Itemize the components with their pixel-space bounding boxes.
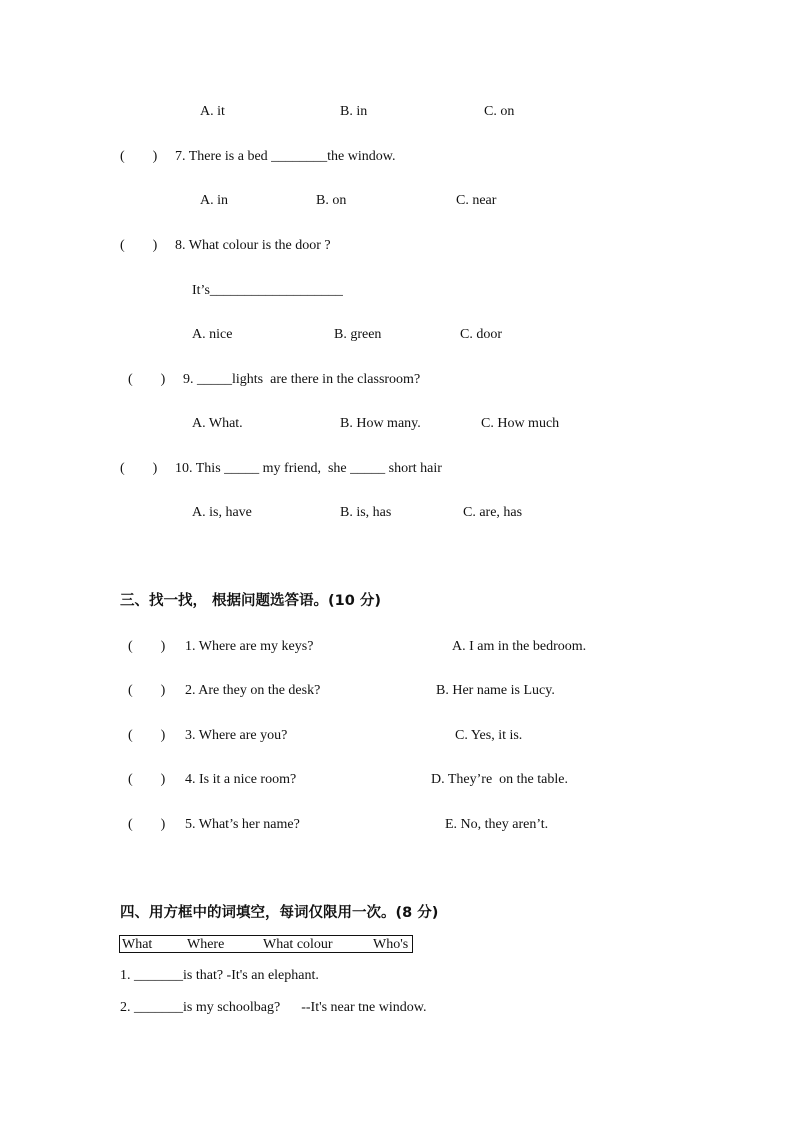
q8-option-a: A. nice (192, 327, 233, 342)
q10-option-a: A. is, have (192, 505, 252, 520)
fill-item-2: 2. _______is my schoolbag? --It's near tne window. (120, 1000, 427, 1015)
q10-stem: 10. This _____ my friend, she _____ short hair (175, 461, 442, 476)
q8-stem: 8. What colour is the door ? (175, 238, 331, 253)
word-bank-word-what-colour: What colour (263, 937, 333, 952)
q7-stem: 7. There is a bed ________the window. (175, 149, 396, 164)
match-item-5-question: 5. What’s her name? (185, 817, 300, 832)
section4-title: 四、用方框中的词填空，每词仅限用一次。(8 分) (120, 905, 439, 921)
q7-answer-paren[interactable]: ( ) (120, 149, 158, 164)
match-item-1-paren[interactable]: ( ) (128, 639, 166, 654)
match-item-5-answer: E. No, they aren’t. (445, 817, 549, 832)
match-item-5-paren[interactable]: ( ) (128, 817, 166, 832)
q9-stem: 9. _____lights are there in the classroom? (183, 372, 421, 387)
q9-option-b: B. How many. (340, 416, 421, 431)
match-item-4-question: 4. Is it a nice room? (185, 772, 297, 787)
q7-option-c: C. near (456, 193, 497, 208)
section3-title: 三、找一找， 根据问题选答语。(10 分) (120, 593, 382, 609)
q9-option-c: C. How much (481, 416, 560, 431)
match-item-2-answer: B. Her name is Lucy. (436, 683, 555, 698)
q7-option-a: A. in (200, 193, 228, 208)
q8-option-b: B. green (334, 327, 382, 342)
q10-option-c: C. are, has (463, 505, 523, 520)
q8-answer-paren[interactable]: ( ) (120, 238, 158, 253)
q8-answer-line: It’s___________________ (192, 283, 343, 298)
fill-item-1: 1. _______is that? -It's an elephant. (120, 968, 319, 983)
match-item-3-question: 3. Where are you? (185, 728, 288, 743)
match-item-4-paren[interactable]: ( ) (128, 772, 166, 787)
word-bank-box (119, 935, 413, 953)
q6-option-a: A. it (200, 104, 225, 119)
match-item-2-paren[interactable]: ( ) (128, 683, 166, 698)
word-bank-word-where: Where (187, 937, 225, 952)
word-bank-word-whos: Who's (373, 937, 409, 952)
q6-option-c: C. on (484, 104, 515, 119)
q7-option-b: B. on (316, 193, 347, 208)
match-item-1-question: 1. Where are my keys? (185, 639, 314, 654)
q9-option-a: A. What. (192, 416, 243, 431)
q9-answer-paren[interactable]: ( ) (128, 372, 166, 387)
word-bank-word-what: What (122, 937, 153, 952)
match-item-1-answer: A. I am in the bedroom. (452, 639, 587, 654)
match-item-4-answer: D. They’re on the table. (431, 772, 568, 787)
match-item-3-answer: C. Yes, it is. (455, 728, 523, 743)
q8-option-c: C. door (460, 327, 502, 342)
match-item-3-paren[interactable]: ( ) (128, 728, 166, 743)
q6-option-b: B. in (340, 104, 368, 119)
match-item-2-question: 2. Are they on the desk? (185, 683, 321, 698)
q10-option-b: B. is, has (340, 505, 392, 520)
q10-answer-paren[interactable]: ( ) (120, 461, 158, 476)
